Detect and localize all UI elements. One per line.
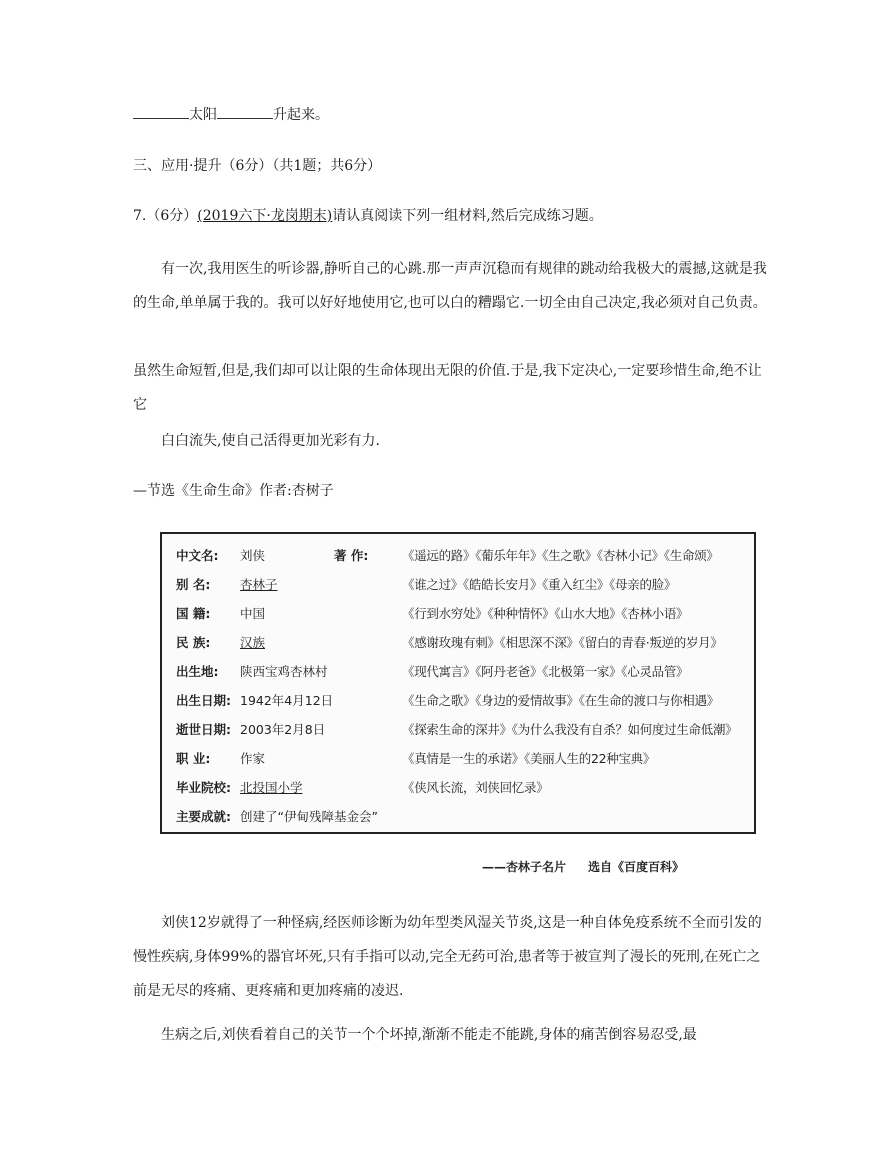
card-row: 出生地: 陕西宝鸡杏林村 《现代寓言》《阿丹老爸》《北极第一家》《心灵品管》 <box>176 664 689 679</box>
question-7: 7.（6分）(2019六下·龙岗期末)请认真阅读下列一组材料,然后完成练习题。 <box>133 208 603 224</box>
passage-paragraph: 虽然生命短暂,但是,我们却可以让限的生命体现出无限的价值.于是,我下定决心,一定要珍惜生命,绝不让它 <box>133 363 762 413</box>
card-row: 中文名: 刘侠 著 作: 《遥远的路》《葡乐年年》《生之歌》《杏林小记》《生命颂》 <box>176 548 719 563</box>
card-caption: ——杏林子名片 选自《百度百科》 <box>482 860 685 874</box>
question-source-link[interactable]: (2019六下·龙岗期末) <box>197 208 333 224</box>
card-row: 毕业院校: 北投国小学 《侠风长流，刘侠回忆录》 <box>176 780 549 795</box>
card-row: 民 族: 汉族 《感谢玫瑰有刺》《相思深不深》《留白的青春·叛逆的岁月》 <box>176 635 723 650</box>
passage-paragraph: 白白流失,使自己活得更加光彩有力. <box>161 433 380 449</box>
answer-blank[interactable] <box>133 104 189 119</box>
card-row: 职 业: 作家 《真情是一生的承诺》《美丽人生的22种宝典》 <box>176 751 656 766</box>
passage-paragraph: 有一次,我用医生的听诊器,静听自己的心跳.那一声声沉稳而有规律的跳动给我极大的震撼,这就是我的生命,单单属于我的。我可以好好地使用它,也可以白的糟蹋它.一切全由自己决定,我必须对自己负责。 <box>133 261 767 311</box>
passage-attribution: —节选《生命生命》作者:杏树子 <box>133 483 334 499</box>
answer-blank[interactable] <box>217 104 273 119</box>
card-row: 国 籍: 中国 《行到水穷处》《种种情怀》《山水大地》《杏林小语》 <box>176 606 689 621</box>
card-row: 逝世日期: 2003年2月8日 《探索生命的深井》《为什么我没有自杀？如何度过生命低潮》 <box>176 722 738 737</box>
card-row: 出生日期: 1942年4月12日 《生命之歌》《身边的爱情故事》《在生命的渡口与你相遇》 <box>176 693 719 708</box>
body-paragraph: 生病之后,刘侠看着自己的关节一个个坏掉,渐渐不能走不能跳,身体的痛苦倒容易忍受,最 <box>161 1027 697 1043</box>
fill-blank-line: 太阳 升起来。 <box>133 104 329 125</box>
card-row: 别 名: 杏林子 《谁之过》《皓皓长安月》《重入红尘》《母亲的脸》 <box>176 577 677 592</box>
body-paragraph: 刘侠12岁就得了一种怪病,经医师诊断为幼年型类风湿关节炎,这是一种自体免疫系统不全而引发的慢性疾病,身体99%的器官坏死,只有手指可以动,完全无药可治,患者等于被宣判了漫长的死刑,在死亡之前是无尽的疼痛、更疼痛和更加疼痛的凌迟. <box>133 915 762 999</box>
author-name-card <box>160 532 756 834</box>
card-row: 主要成就: 创建了“伊甸残障基金会” <box>176 809 378 824</box>
section-heading: 三、应用·提升（6分）（共1题；共6分） <box>133 158 382 174</box>
